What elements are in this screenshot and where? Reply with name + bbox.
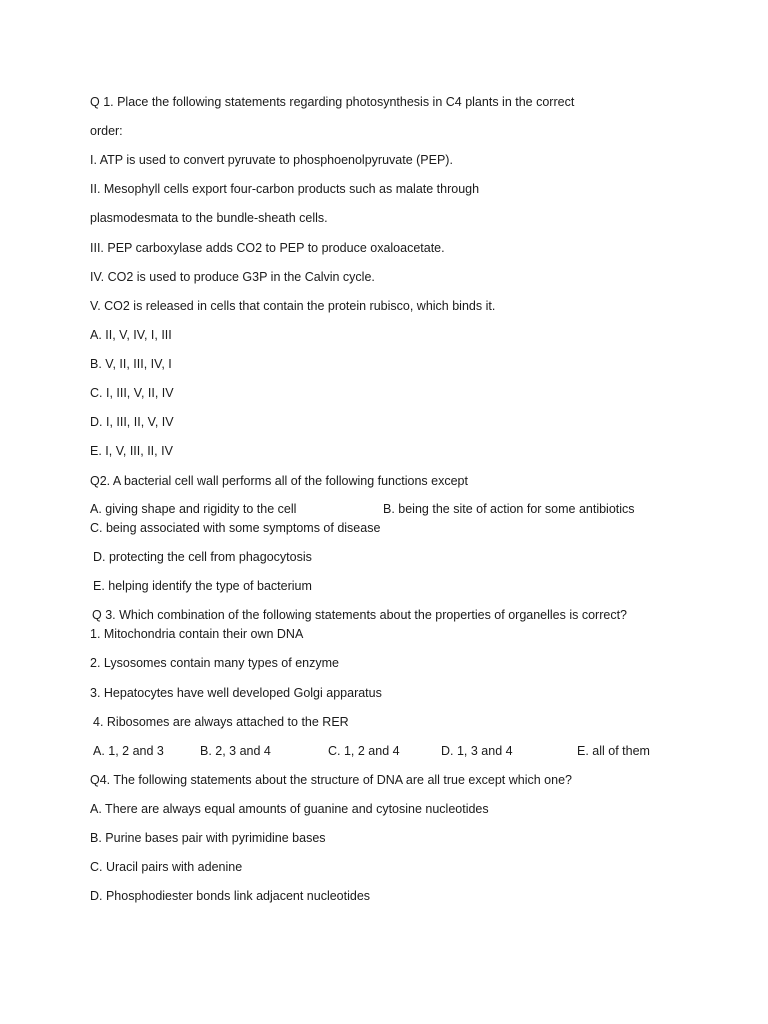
- q4-option-c: C. Uracil pairs with adenine: [90, 860, 243, 874]
- q1-option-b: B. V, II, III, IV, I: [90, 357, 172, 371]
- q3-option-d: D. 1, 3 and 4: [441, 744, 513, 758]
- q2-option-c: C. being associated with some symptoms of disease: [90, 521, 381, 535]
- q1-option-e: E. I, V, III, II, IV: [90, 444, 173, 458]
- q3-option-a: A. 1, 2 and 3: [93, 744, 164, 758]
- q2-option-d: D. protecting the cell from phagocytosis: [93, 550, 312, 564]
- q1-option-d: D. I, III, II, V, IV: [90, 415, 174, 429]
- q3-option-c: C. 1, 2 and 4: [328, 744, 400, 758]
- q4-stem: Q4. The following statements about the structure of DNA are all true except which one?: [90, 773, 572, 787]
- q4-option-d: D. Phosphodiester bonds link adjacent nucleotides: [90, 889, 371, 903]
- q3-statement-4: 4. Ribosomes are always attached to the RER: [93, 715, 349, 729]
- q2-option-e: E. helping identify the type of bacterium: [93, 579, 312, 593]
- q2-option-b: B. being the site of action for some antibiotics: [383, 502, 635, 516]
- q1-statement-1: I. ATP is used to convert pyruvate to phosphoenolpyruvate (PEP).: [90, 153, 453, 167]
- q2-option-a: A. giving shape and rigidity to the cell: [90, 502, 297, 516]
- q3-statement-1: 1. Mitochondria contain their own DNA: [90, 627, 304, 641]
- q3-statement-3: 3. Hepatocytes have well developed Golgi apparatus: [90, 686, 382, 700]
- q1-statement-5: V. CO2 is released in cells that contain the protein rubisco, which binds it.: [90, 299, 496, 313]
- q1-stem-line2: order:: [90, 124, 123, 138]
- q1-statement-4: IV. CO2 is used to produce G3P in the Calvin cycle.: [90, 270, 375, 284]
- q3-statement-2: 2. Lysosomes contain many types of enzyme: [90, 656, 339, 670]
- q1-statement-2a: II. Mesophyll cells export four-carbon products such as malate through: [90, 182, 480, 196]
- q4-option-a: A. There are always equal amounts of guanine and cytosine nucleotides: [90, 802, 489, 816]
- q3-option-e: E. all of them: [577, 744, 650, 758]
- q1-statement-2b: plasmodesmata to the bundle-sheath cells.: [90, 211, 328, 225]
- q1-stem-line1: Q 1. Place the following statements regarding photosynthesis in C4 plants in the correct: [90, 95, 575, 109]
- q1-statement-3: III. PEP carboxylase adds CO2 to PEP to produce oxaloacetate.: [90, 241, 445, 255]
- q1-option-a: A. II, V, IV, I, III: [90, 328, 172, 342]
- q1-option-c: C. I, III, V, II, IV: [90, 386, 174, 400]
- q3-stem: Q 3. Which combination of the following statements about the properties of organelles is correct?: [92, 608, 628, 622]
- q2-stem: Q2. A bacterial cell wall performs all of the following functions except: [90, 474, 468, 488]
- q3-option-b: B. 2, 3 and 4: [200, 744, 271, 758]
- q4-option-b: B. Purine bases pair with pyrimidine bases: [90, 831, 326, 845]
